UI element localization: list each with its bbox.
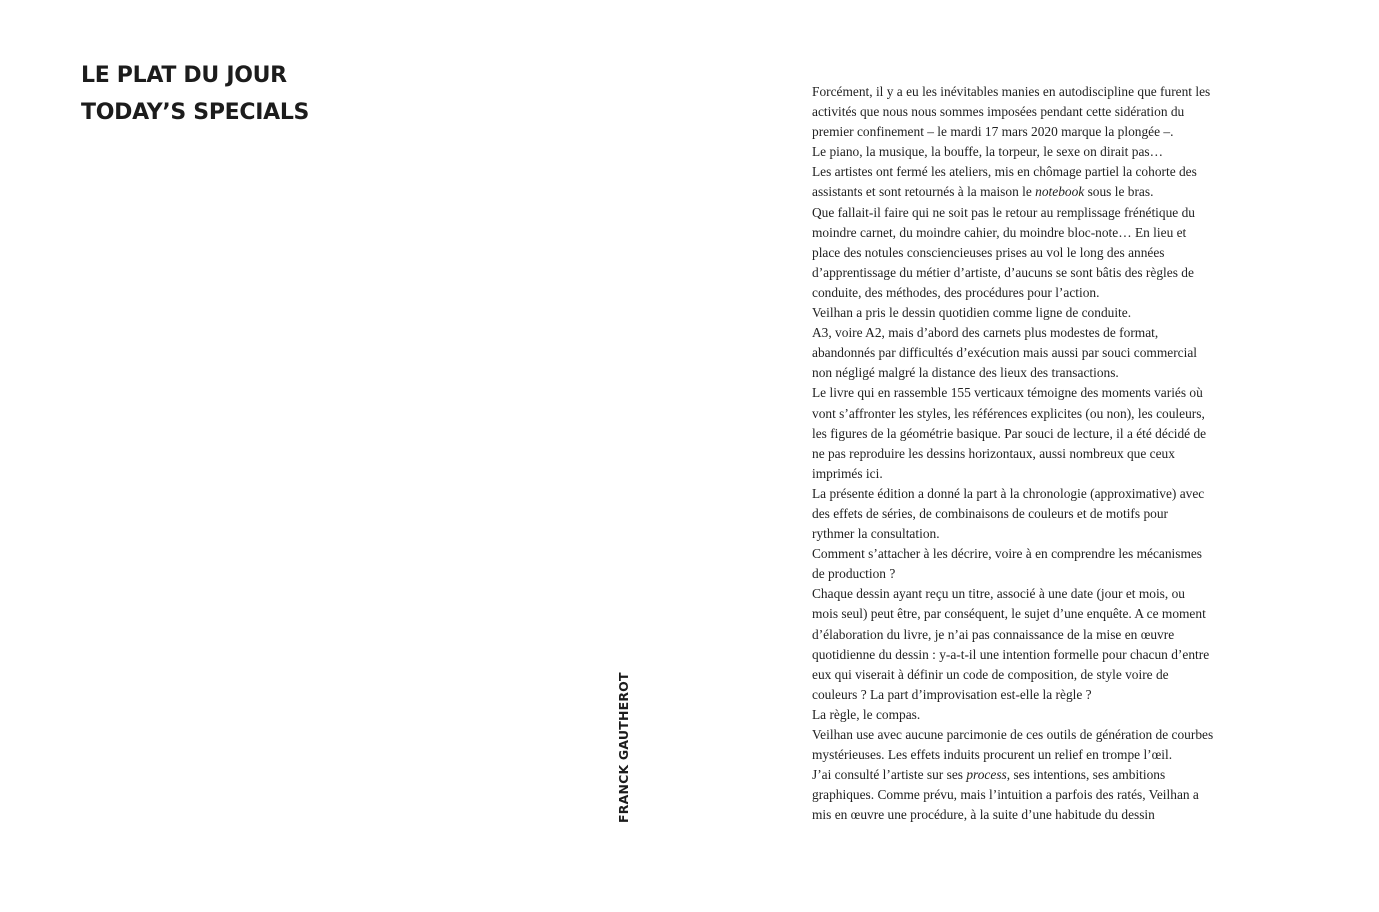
title-french: LE PLAT DU JOUR xyxy=(81,63,287,88)
text-line-13: A3, voire A2, mais d’abord des carnets plus modestes de format, xyxy=(812,325,1159,341)
text-line-21: La présente édition a donné la part à la chronologie (approximative) avec xyxy=(812,485,1205,501)
text-line-1: Forcément, il y a eu les inévitables manies en autodiscipline que furent les xyxy=(812,84,1211,99)
text-line-27: mois seul) peut être, par conséquent, le sujet d’une enquête. A ce moment xyxy=(812,606,1206,622)
text-line-18: les figures de la géométrie basique. Par souci de lecture, il a été décidé de xyxy=(812,425,1207,441)
text-line-30: eux qui viserait à définir un code de composition, de style voire de xyxy=(812,666,1169,682)
text-line-32: La règle, le compas. xyxy=(812,706,921,722)
text-line-31: couleurs ? La part d’improvisation est-elle la règle ? xyxy=(812,686,1092,702)
text-line-6-end: sous le bras. xyxy=(1084,184,1154,200)
text-line-15: non négligé malgré la distance des lieux des transactions. xyxy=(812,365,1119,381)
text-line-24: Comment s’attacher à les décrire, voire à en comprendre les mécanismes xyxy=(812,546,1203,562)
author-name-vertical: FRANCK GAUTHEROT xyxy=(616,672,631,823)
text-line-11: conduite, des méthodes, des procédures pour l’action. xyxy=(812,284,1100,300)
text-line-12: Veilhan a pris le dessin quotidien comme ligne de conduite. xyxy=(812,305,1132,321)
text-line-19: ne pas reproduire les dessins horizontaux, aussi nombreux que ceux xyxy=(812,445,1175,461)
text-italic-notebook: notebook xyxy=(1035,184,1085,200)
text-line-33: Veilhan use avec aucune parcimonie de ces outils de génération de courbes xyxy=(812,727,1214,742)
text-line-22: des effets de séries, de combinaisons de couleurs et de motifs pour xyxy=(812,505,1168,521)
text-line-6-start: assistants et sont retournés à la maison le xyxy=(812,184,1036,200)
text-line-3: premier confinement – le mardi 17 mars 2020 marque la plongée –. xyxy=(812,124,1174,140)
title-english: TODAY’S SPECIALS xyxy=(81,100,310,125)
text-line-23: rythmer la consultation. xyxy=(812,526,940,542)
text-line-6 xyxy=(812,182,1252,202)
text-line-2: activités que nous nous sommes imposées pendant cette sidération du xyxy=(812,104,1185,120)
text-line-36: graphiques. Comme prévu, mais l’intuition a parfois des ratés, Veilhan a xyxy=(812,787,1199,803)
text-line-34: mystérieuses. Les effets induits procurent un relief en trompe l’œil. xyxy=(812,747,1173,763)
text-line-16: Le livre qui en rassemble 155 verticaux témoigne des moments variés où xyxy=(812,385,1203,401)
text-line-35-end: , ses intentions, ses ambitions xyxy=(1006,767,1166,783)
text-line-8: moindre carnet, du moindre cahier, du moindre bloc-note… En lieu et xyxy=(812,224,1187,240)
text-line-17: vont s’affronter les styles, les références explicites (ou non), les couleurs, xyxy=(812,405,1205,421)
body-text-column xyxy=(812,82,1252,825)
text-line-9: place des notules consciencieuses prises au vol le long des années xyxy=(812,244,1165,260)
text-line-37: mis en œuvre une procédure, à la suite d’une habitude du dessin xyxy=(812,807,1155,823)
text-line-29: quotidienne du dessin : y-a-t-il une intention formelle pour chacun d’entre xyxy=(812,646,1210,662)
text-line-14: abandonnés par difficultés d’exécution mais aussi par souci commercial xyxy=(812,345,1197,361)
text-line-26: Chaque dessin ayant reçu un titre, associé à une date (jour et mois, ou xyxy=(812,586,1185,602)
text-line-10: d’apprentissage du métier d’artiste, d’aucuns se sont bâtis des règles de xyxy=(812,264,1194,280)
text-line-35 xyxy=(812,765,1252,785)
text-line-35-start: J’ai consulté l’artiste sur ses xyxy=(812,767,967,783)
text-line-4: Le piano, la musique, la bouffe, la torpeur, le sexe on dirait pas… xyxy=(812,144,1163,160)
text-line-28: d’élaboration du livre, je n’ai pas connaissance de la mise en œuvre xyxy=(812,626,1175,642)
text-line-5: Les artistes ont fermé les ateliers, mis en chômage partiel la cohorte des xyxy=(812,164,1197,180)
text-italic-process: process xyxy=(966,767,1007,783)
text-line-25: de production ? xyxy=(812,566,896,582)
page-title-block xyxy=(81,57,309,131)
text-line-20: imprimés ici. xyxy=(812,465,883,481)
text-line-7: Que fallait-il faire qui ne soit pas le retour au remplissage frénétique du xyxy=(812,204,1195,220)
